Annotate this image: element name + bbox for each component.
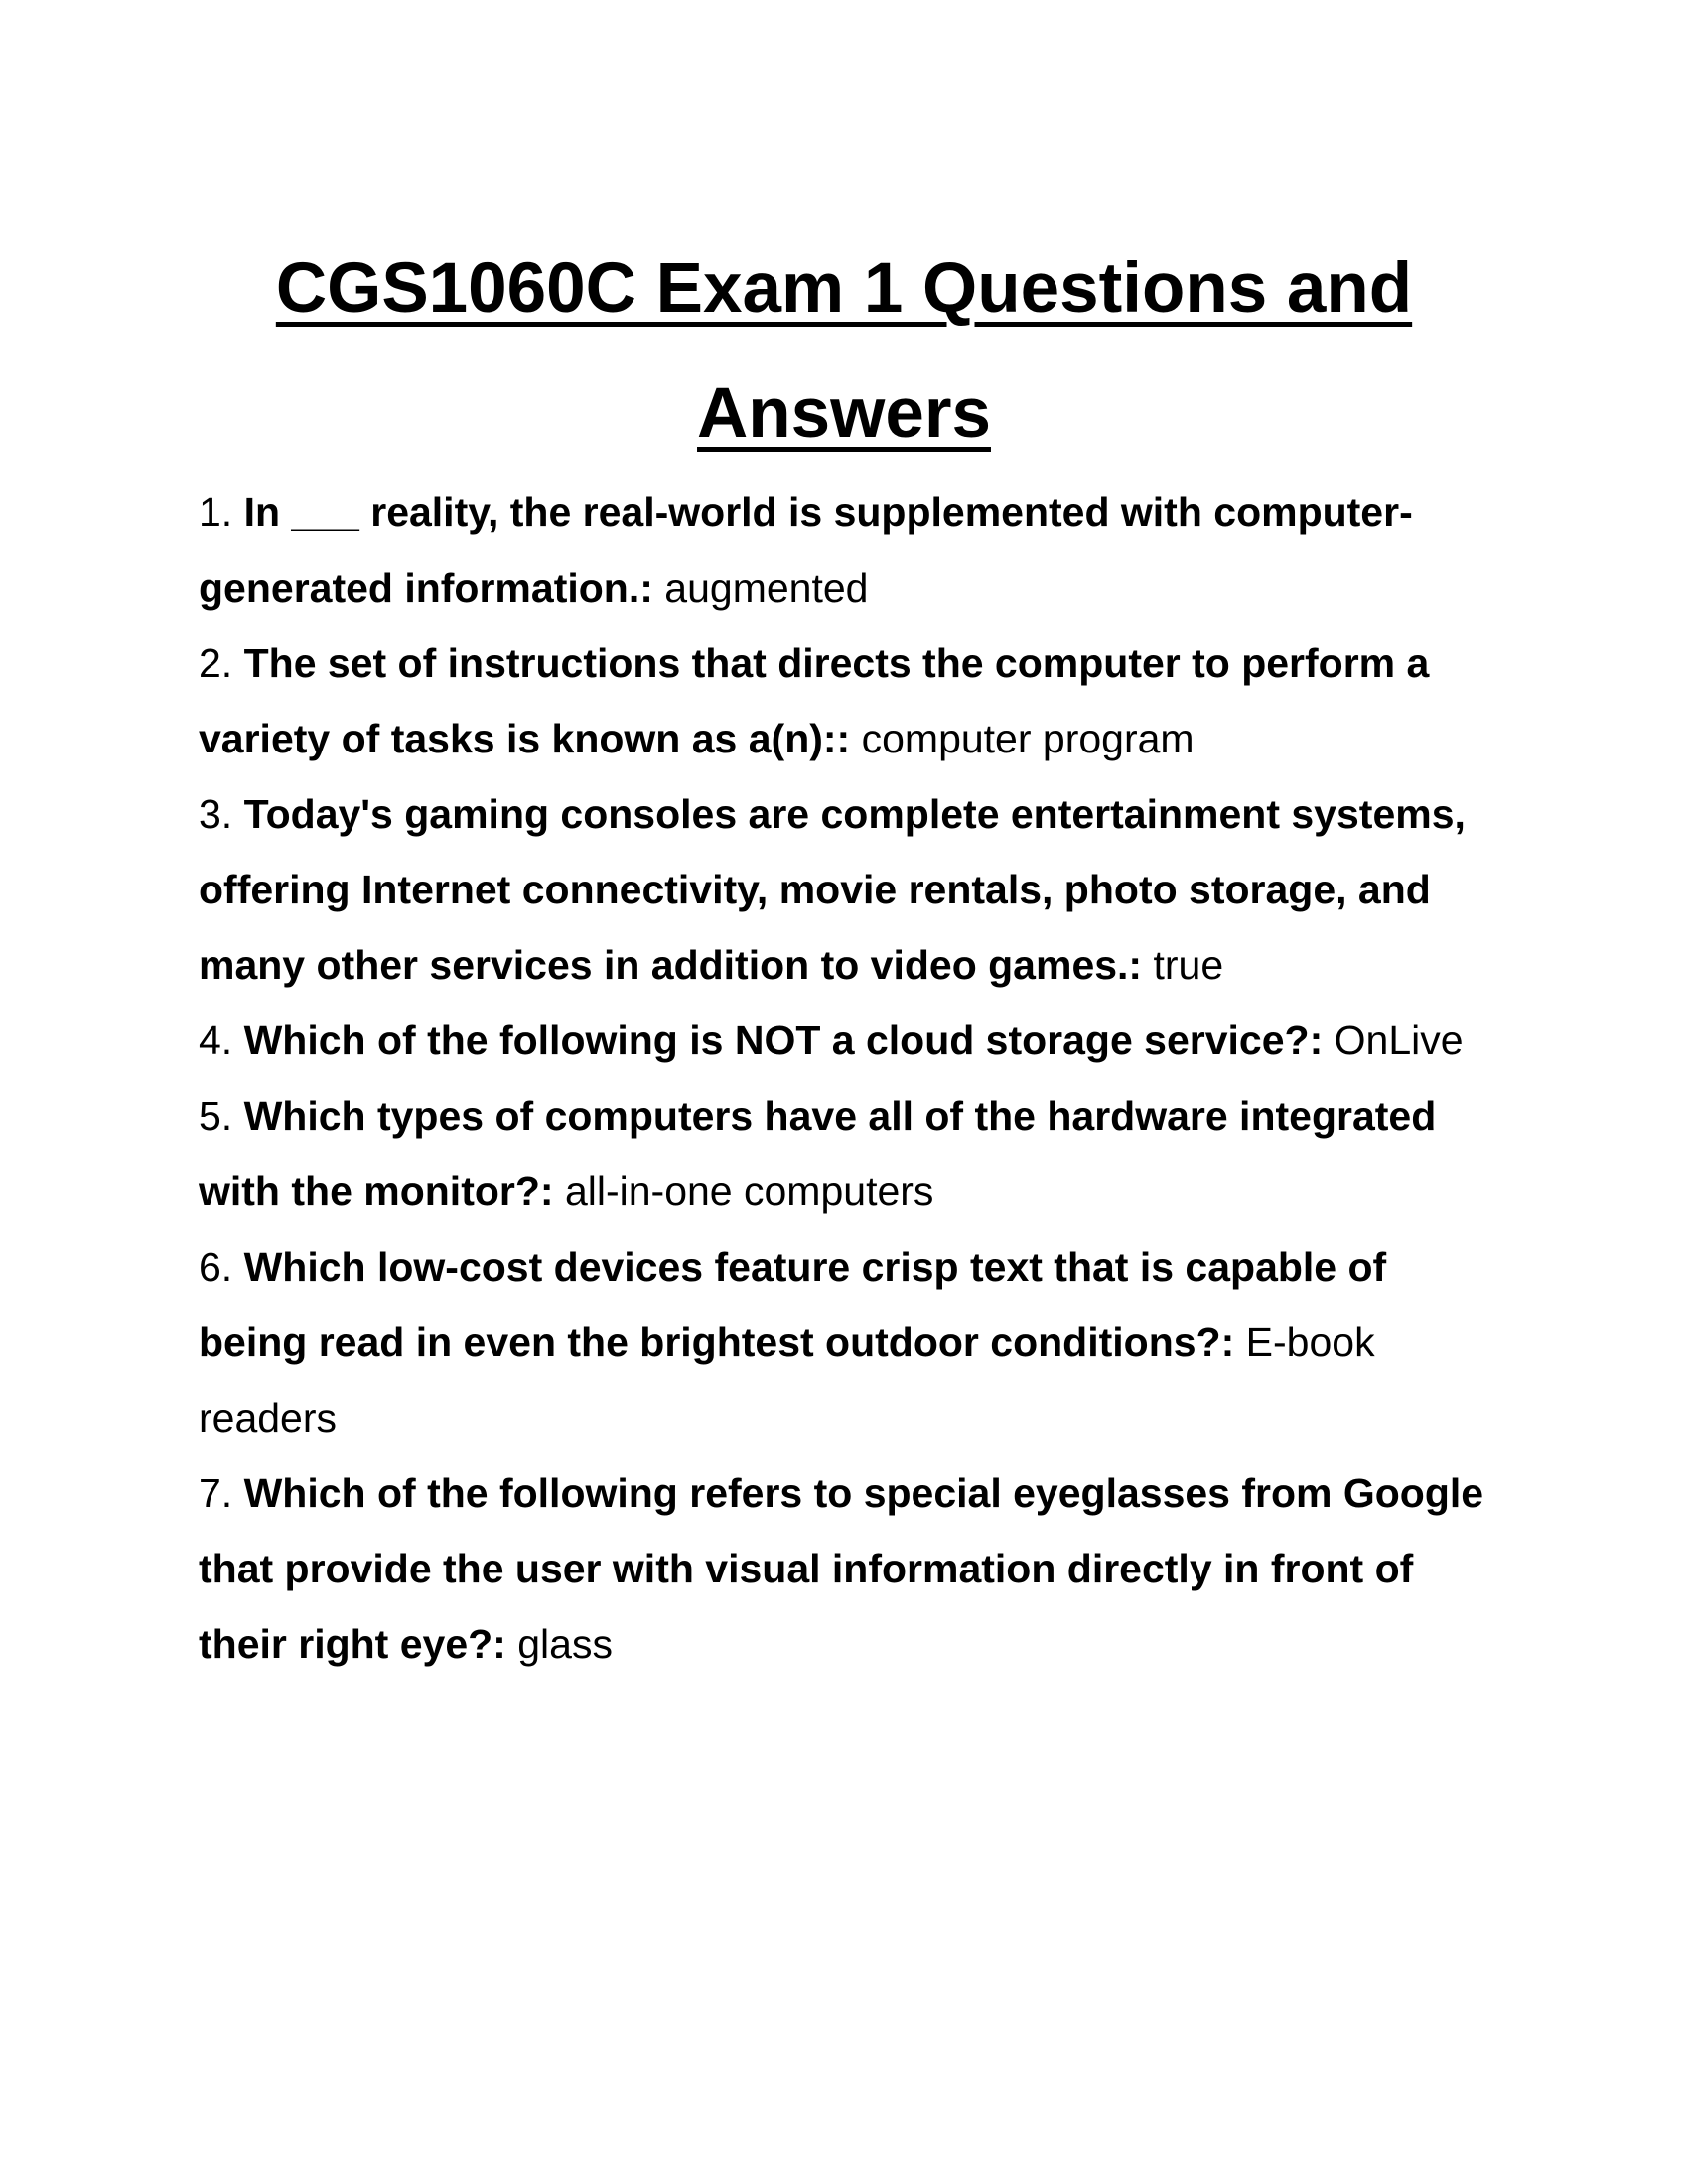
question-text: Which of the following refers to special eyeglasses from Google that provide the user with visual information directly in front of their right eye?: <box>199 1470 1484 1667</box>
question-text: Which of the following is NOT a cloud storage service?: <box>243 1018 1324 1063</box>
question-number: 3. <box>199 791 233 837</box>
question-item-2 <box>199 625 1489 776</box>
question-text: Which low-cost devices feature crisp text that is capable of being read in even the brightest outdoor conditions?: <box>199 1244 1387 1365</box>
answer-text: all-in-one computers <box>564 1168 934 1214</box>
answer-text: true <box>1153 942 1224 988</box>
question-number: 4. <box>199 1018 233 1063</box>
answer-text: OnLive <box>1334 1018 1464 1063</box>
title-line-2: Answers <box>697 374 991 453</box>
question-list <box>199 475 1489 1682</box>
question-text: The set of instructions that directs the computer to perform a variety of tasks is known as a(n):: <box>199 640 1430 761</box>
question-number: 2. <box>199 640 233 686</box>
answer-text: computer program <box>861 716 1195 761</box>
question-text: Which types of computers have all of the hardware integrated with the monitor?: <box>199 1093 1437 1214</box>
title-line-1: CGS1060C Exam 1 Questions and <box>275 249 1413 328</box>
question-item-7 <box>199 1455 1489 1682</box>
answer-text: augmented <box>664 565 869 611</box>
question-number: 1. <box>199 489 233 535</box>
document-title <box>0 226 1688 477</box>
question-text: Today's gaming consoles are complete entertainment systems, offering Internet connectivity, movie rentals, photo storage, and many other services in addition to video games.: <box>199 791 1466 988</box>
question-item-4 <box>199 1003 1489 1078</box>
question-number: 7. <box>199 1470 233 1516</box>
question-text: In ___ reality, the real-world is supplemented with computer-generated information.: <box>199 489 1413 611</box>
question-item-3 <box>199 776 1489 1003</box>
answer-text: E-book readers <box>199 1319 1375 1440</box>
question-item-6 <box>199 1229 1489 1455</box>
answer-text: glass <box>517 1621 613 1667</box>
question-item-1 <box>199 475 1489 625</box>
question-number: 6. <box>199 1244 233 1290</box>
question-item-5 <box>199 1078 1489 1229</box>
question-number: 5. <box>199 1093 233 1139</box>
